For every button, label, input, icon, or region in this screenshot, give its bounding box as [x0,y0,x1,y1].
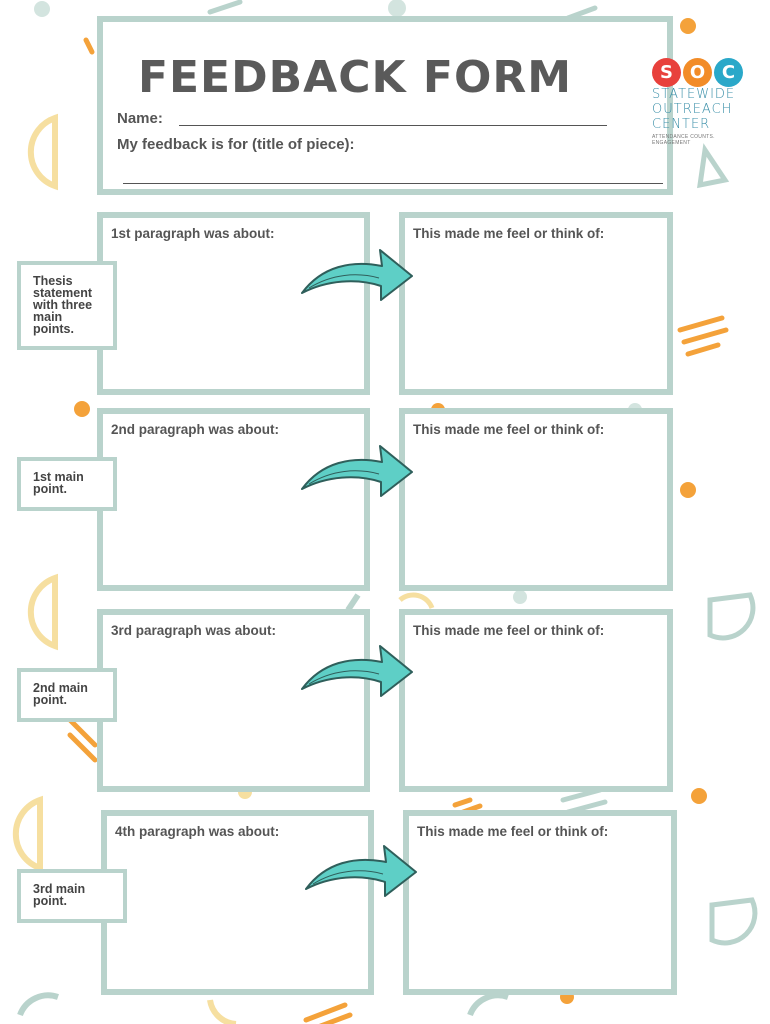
logo-circle-c: C [714,58,743,87]
arrow-icon [297,238,417,308]
soc-logo [652,58,748,148]
arrow-icon [297,434,417,504]
reaction-4-box[interactable] [403,810,677,995]
paragraph-3-label: 3rd paragraph was about: [111,623,277,638]
logo-circle-s: S [652,58,681,87]
logo-circles [652,58,748,87]
piece-title-label: My feedback is for (title of piece): [117,136,355,153]
form-title: FEEDBACK FORM [137,52,573,103]
reaction-2-label: This made me feel or think of: [413,422,605,437]
logo-circle-o: O [683,58,712,87]
logo-tagline: ATTENDANCE COUNTS. ENGAGEMENT [652,134,715,146]
header-panel [97,16,673,195]
paragraph-4-label: 4th paragraph was about: [115,824,280,839]
tag-thesis: Thesis statement with three main points. [17,261,117,350]
name-input-line[interactable] [179,125,607,126]
tag-main-point-2: 2nd main point. [17,668,117,722]
logo-line-3: CENTER [652,117,711,132]
tag-main-point-1: 1st main point. [17,457,117,511]
logo-line-2: OUTREACH [652,102,733,117]
reaction-3-label: This made me feel or think of: [413,623,605,638]
reaction-1-box[interactable] [399,212,673,395]
reaction-2-box[interactable] [399,408,673,591]
reaction-3-box[interactable] [399,609,673,792]
tag-main-point-3: 3rd main point. [17,869,127,923]
piece-title-input-line[interactable] [123,183,663,184]
reaction-1-label: This made me feel or think of: [413,226,605,241]
name-label: Name: [117,110,163,127]
paragraph-1-label: 1st paragraph was about: [111,226,275,241]
arrow-icon [297,634,417,704]
reaction-4-label: This made me feel or think of: [417,824,609,839]
paragraph-2-label: 2nd paragraph was about: [111,422,280,437]
logo-line-1: STATEWIDE [652,87,736,102]
arrow-icon [301,834,421,904]
